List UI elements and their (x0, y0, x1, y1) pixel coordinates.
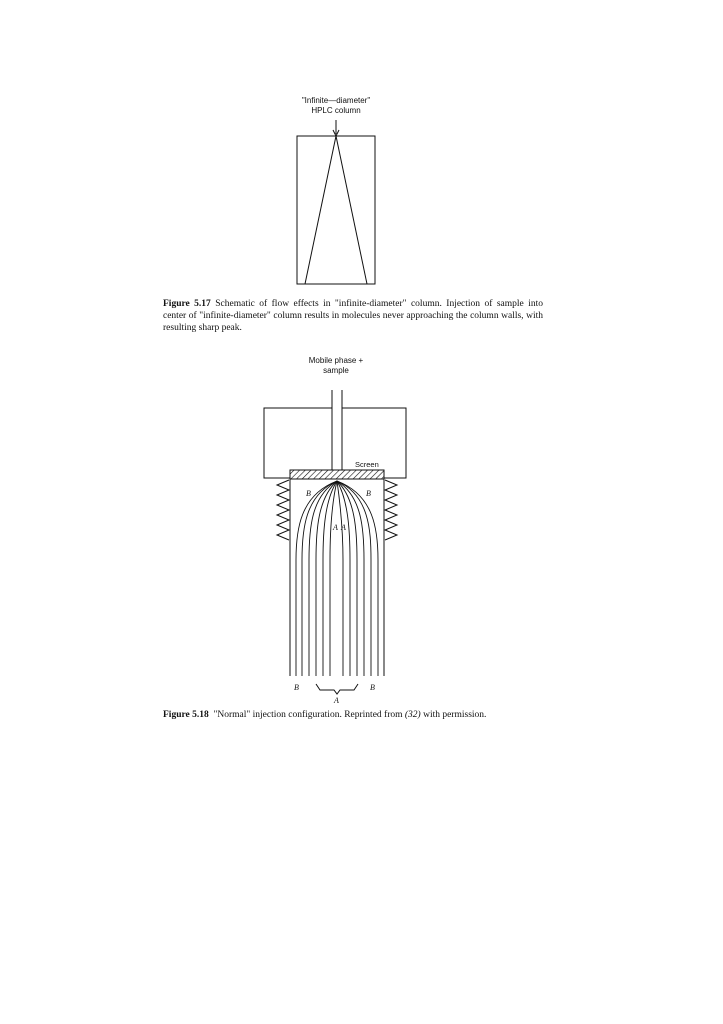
screen (290, 470, 384, 479)
flow-line (337, 481, 371, 676)
figure2-caption-text-2: with permission. (423, 710, 487, 720)
label-b-bottom-left: B (294, 683, 299, 692)
label-b-bottom-right: B (370, 683, 375, 692)
figure1-title-line2: HPLC column (311, 106, 361, 115)
figure2-caption-ref: (32) (404, 710, 421, 720)
threads-left (277, 480, 289, 540)
figure2-caption-text-1: "Normal" injection configuration. Reprinted from (213, 710, 403, 720)
flow-line (337, 481, 364, 676)
figure2-caption-label: Figure 5.18 (163, 710, 209, 720)
label-b-top-right: B (366, 489, 371, 498)
label-b-top-left: B (306, 489, 311, 498)
flow-line (337, 481, 343, 676)
sample-band-left (305, 136, 336, 284)
figure2-title-line1: Mobile phase + (308, 356, 364, 365)
label-a-left: A (333, 523, 338, 532)
label-a-bottom: A (334, 696, 339, 705)
sample-band-right (336, 136, 367, 284)
screen-label: Screen (355, 460, 379, 469)
figure1-caption-text: Schematic of flow effects in "infinite-diameter" column. Injection of sample into center of "infinite-diameter" column results in molecules never approaching the column walls, with resulting sharp peak. (163, 299, 543, 333)
figure2-title (286, 356, 386, 376)
label-a-right: A (341, 523, 346, 532)
figure2-caption (163, 709, 563, 721)
flow-line (337, 481, 350, 676)
threads-right (385, 480, 397, 540)
flow-line (302, 481, 337, 676)
flow-line (330, 481, 337, 676)
figure1-caption-label: Figure 5.17 (163, 299, 211, 309)
end-fitting (264, 408, 406, 478)
brace-a (316, 684, 358, 694)
flow-lines (296, 481, 378, 676)
infinite-diameter-column (297, 120, 375, 284)
figure2-title-line2: sample (323, 366, 349, 375)
flow-line (337, 481, 357, 676)
normal-injection-diagram (264, 390, 406, 694)
figure1-title-line1: "Infinite—diameter" (301, 96, 371, 105)
figure1-caption (163, 298, 543, 334)
column-outline (297, 136, 375, 284)
